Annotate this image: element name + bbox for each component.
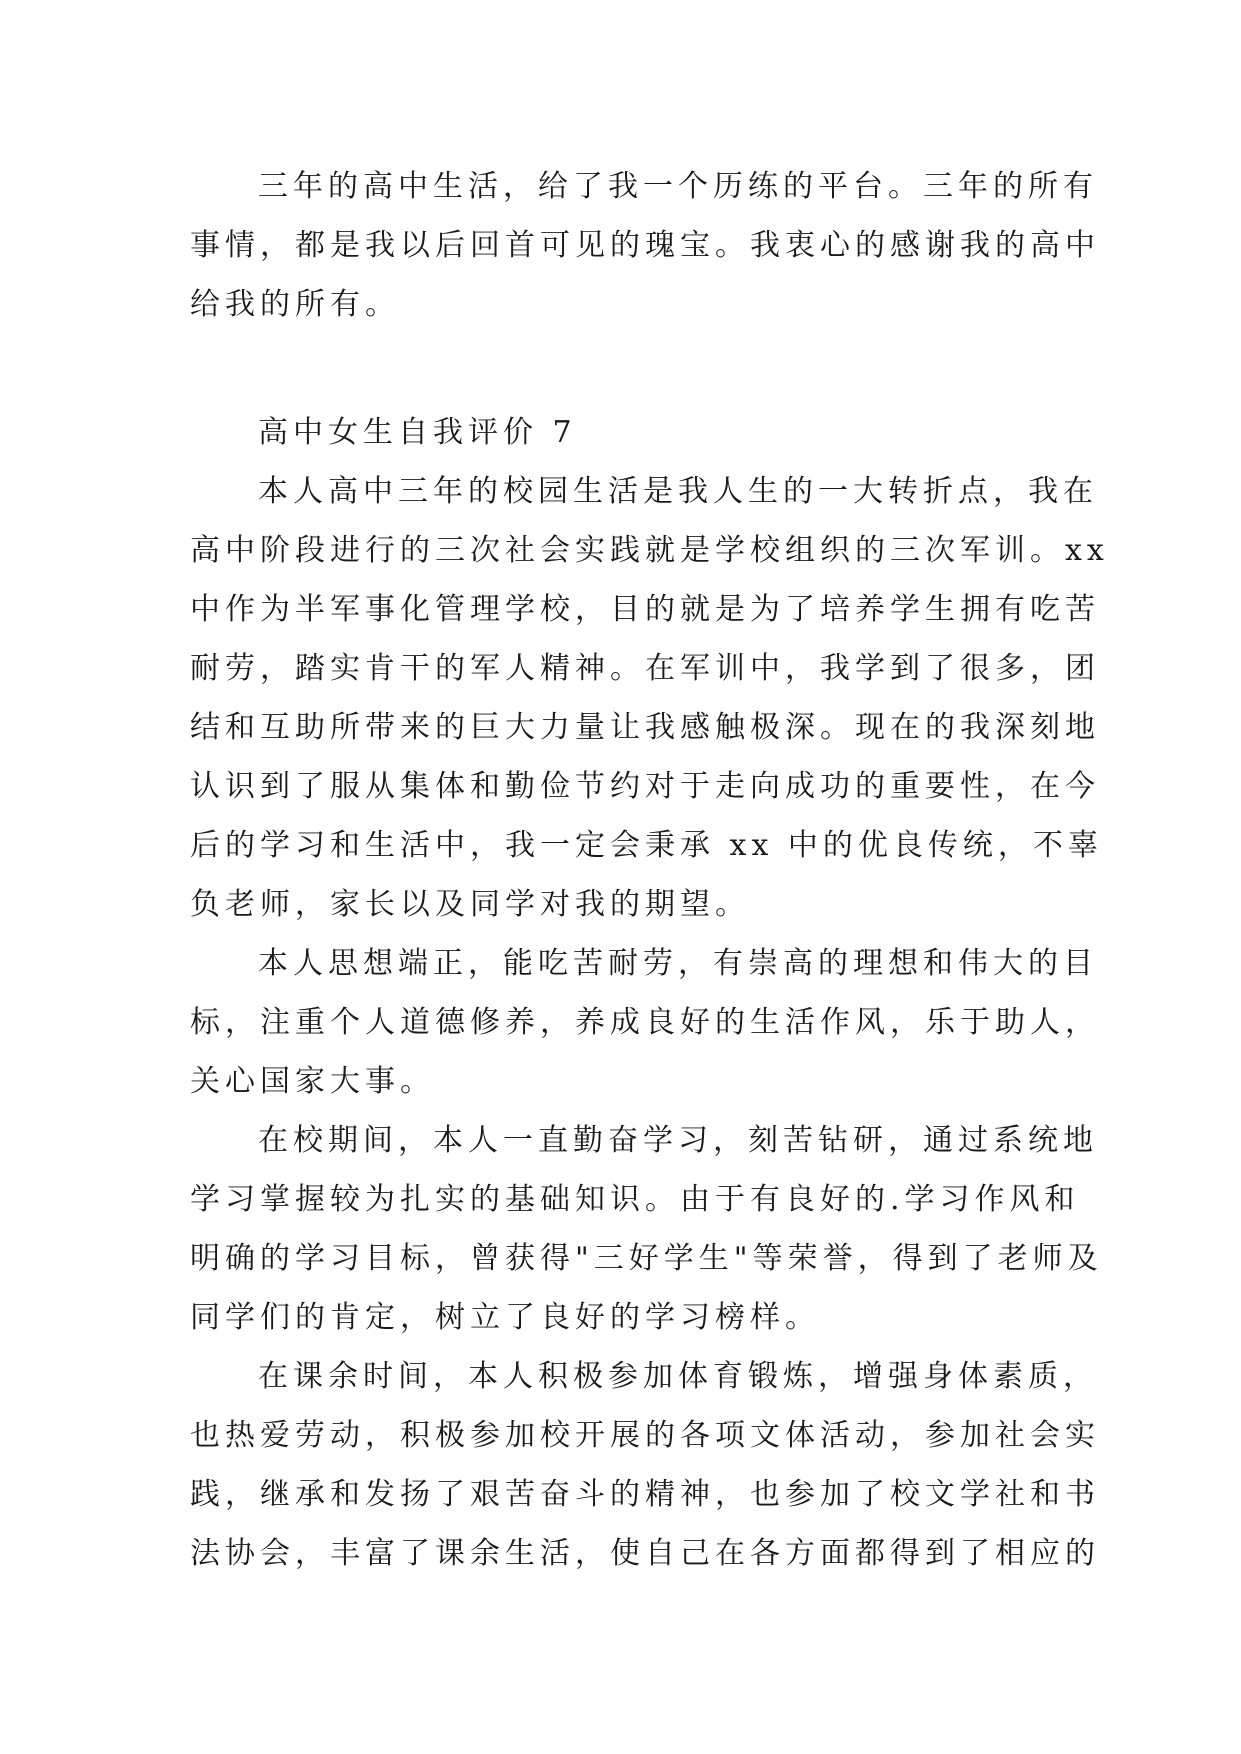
paragraph-line: 法协会，丰富了课余生活，使自己在各方面都得到了相应的	[190, 1536, 1100, 1571]
paragraph-line: 给我的所有。	[190, 287, 400, 322]
paragraph-line: 标，注重个人道德修养，养成良好的生活作风，乐于助人，	[190, 1005, 1100, 1040]
section-heading-block	[190, 403, 1070, 462]
paragraph-line: 也热爱劳动，积极参加校开展的各项文体活动，参加社会实	[190, 1418, 1100, 1453]
paragraph-line: 耐劳，踏实肯干的军人精神。在军训中，我学到了很多，团	[190, 651, 1100, 686]
paragraph-line: 负老师，家长以及同学对我的期望。	[190, 887, 750, 922]
paragraph-line: 认识到了服从集体和勤俭节约对于走向成功的重要性，在今	[190, 769, 1100, 804]
paragraph-line: 高中阶段进行的三次社会实践就是学校组织的三次军训。xx	[190, 533, 1109, 568]
paragraph-line: 在课余时间，本人积极参加体育锻炼，增强身体素质，	[258, 1359, 1098, 1394]
paragraph-line: 三年的高中生活，给了我一个历练的平台。三年的所有	[258, 169, 1098, 204]
paragraph-line: 本人高中三年的校园生活是我人生的一大转折点，我在	[258, 474, 1098, 509]
paragraph-1	[190, 462, 1109, 934]
paragraph-line: 后的学习和生活中，我一定会秉承 xx 中的优良传统，不辜	[190, 828, 1103, 863]
paragraph-3	[190, 1111, 1103, 1347]
paragraph-line: 结和互助所带来的巨大力量让我感触极深。现在的我深刻地	[190, 710, 1100, 745]
paragraph-line: 学习掌握较为扎实的基础知识。由于有良好的.学习作风和	[190, 1182, 1080, 1217]
paragraph-line: 本人思想端正，能吃苦耐劳，有崇高的理想和伟大的目	[258, 946, 1098, 981]
intro-paragraph	[190, 157, 1100, 334]
paragraph-4	[190, 1347, 1100, 1583]
paragraph-line: 明确的学习目标，曾获得"三好学生"等荣誉，得到了老师及	[190, 1241, 1103, 1276]
paragraph-2	[190, 934, 1100, 1111]
paragraph-line: 践，继承和发扬了艰苦奋斗的精神，也参加了校文学社和书	[190, 1477, 1100, 1512]
section-heading: 高中女生自我评价 7	[258, 415, 577, 450]
paragraph-line: 事情，都是我以后回首可见的瑰宝。我衷心的感谢我的高中	[190, 228, 1100, 263]
paragraph-line: 关心国家大事。	[190, 1064, 435, 1099]
paragraph-line: 中作为半军事化管理学校，目的就是为了培养学生拥有吃苦	[190, 592, 1100, 627]
paragraph-line: 同学们的肯定，树立了良好的学习榜样。	[190, 1300, 820, 1335]
paragraph-line: 在校期间，本人一直勤奋学习，刻苦钻研，通过系统地	[258, 1123, 1098, 1158]
